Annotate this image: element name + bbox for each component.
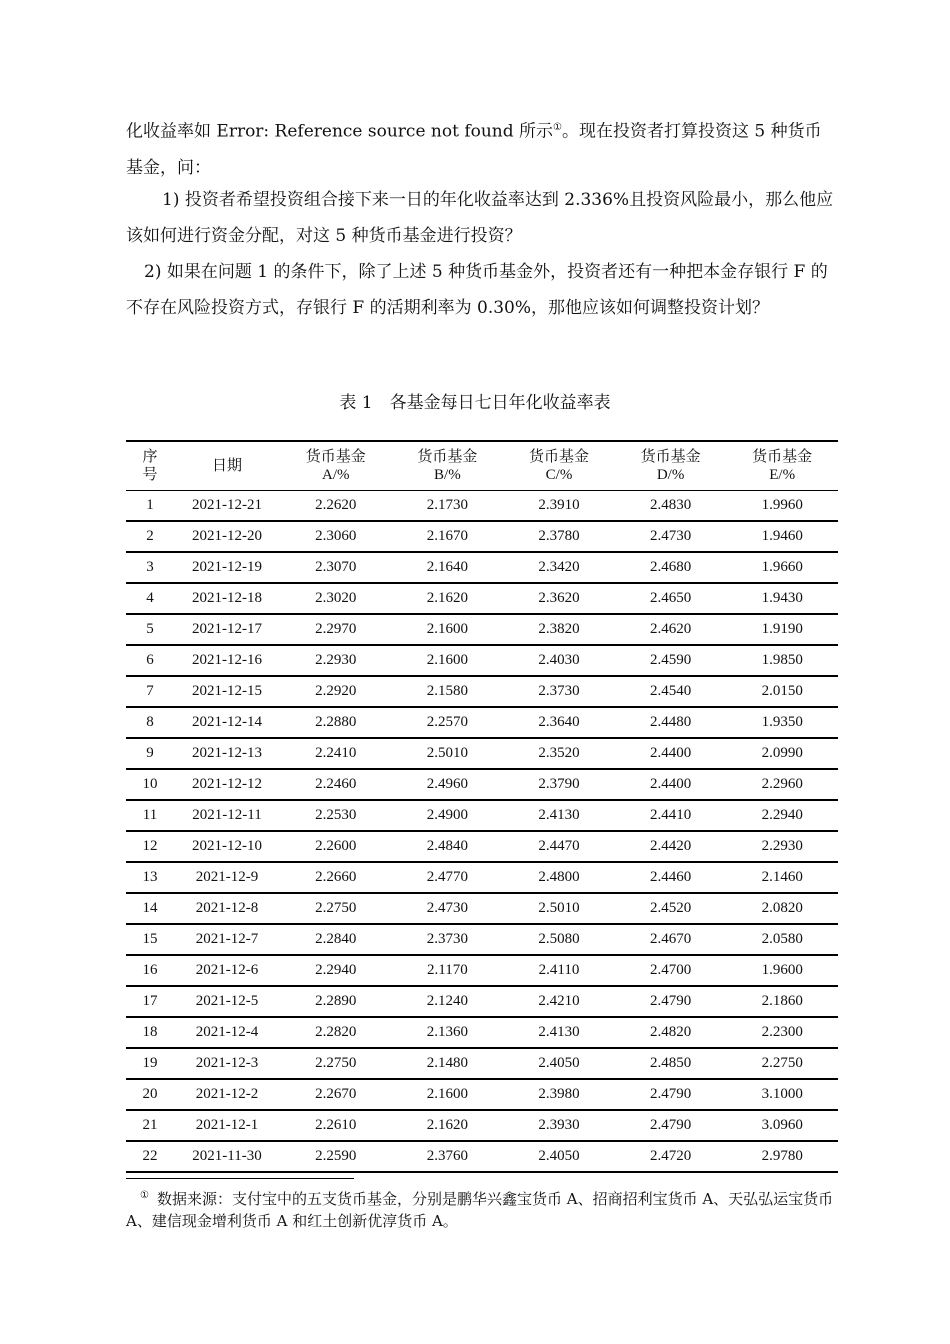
- cell-date: 2021-12-11: [174, 800, 280, 831]
- header-fund-c-line2: C/%: [545, 467, 573, 483]
- table-row: [126, 645, 838, 676]
- cell-fund-e: 2.2940: [726, 800, 838, 831]
- cell-fund-d: 2.4790: [615, 1079, 727, 1110]
- table-row: [126, 583, 838, 614]
- cell-fund-a: 2.2530: [280, 800, 392, 831]
- table-row: [126, 893, 838, 924]
- cell-fund-d: 2.4540: [615, 676, 727, 707]
- cell-fund-c: 2.4470: [503, 831, 615, 862]
- cell-index: 6: [126, 645, 174, 676]
- header-fund-b: [392, 441, 504, 491]
- cell-fund-d: 2.4590: [615, 645, 727, 676]
- cell-fund-a: 2.2970: [280, 614, 392, 645]
- paragraph-intro: [126, 110, 838, 186]
- cell-fund-b: 2.1600: [392, 614, 504, 645]
- cell-date: 2021-12-16: [174, 645, 280, 676]
- cell-fund-b: 2.1480: [392, 1048, 504, 1079]
- header-fund-c-line1: 货币基金: [528, 449, 589, 465]
- cell-fund-c: 2.5080: [503, 924, 615, 955]
- cell-fund-c: 2.3520: [503, 738, 615, 769]
- cell-fund-b: 2.4900: [392, 800, 504, 831]
- cell-index: 12: [126, 831, 174, 862]
- cell-index: 10: [126, 769, 174, 800]
- cell-fund-c: 2.3730: [503, 676, 615, 707]
- cell-index: 21: [126, 1110, 174, 1141]
- cell-fund-c: 2.3620: [503, 583, 615, 614]
- cell-fund-a: 2.2620: [280, 491, 392, 522]
- cell-fund-a: 2.2600: [280, 831, 392, 862]
- cell-fund-a: 2.2750: [280, 1048, 392, 1079]
- table-row: [126, 1079, 838, 1110]
- cell-fund-d: 2.4720: [615, 1141, 727, 1172]
- cell-fund-c: 2.4050: [503, 1141, 615, 1172]
- cell-fund-b: 2.1620: [392, 1110, 504, 1141]
- footnote-mark: ①: [140, 1190, 149, 1201]
- header-fund-e-line1: 货币基金: [752, 449, 813, 465]
- cell-fund-c: 2.3910: [503, 491, 615, 522]
- cell-fund-d: 2.4420: [615, 831, 727, 862]
- cell-fund-a: 2.2890: [280, 986, 392, 1017]
- cell-fund-d: 2.4850: [615, 1048, 727, 1079]
- table-row: [126, 521, 838, 552]
- cell-date: 2021-12-12: [174, 769, 280, 800]
- cell-date: 2021-12-4: [174, 1017, 280, 1048]
- header-index: [126, 441, 174, 491]
- cell-date: 2021-12-10: [174, 831, 280, 862]
- cell-fund-e: 2.0820: [726, 893, 838, 924]
- cell-fund-c: 2.3780: [503, 521, 615, 552]
- cell-fund-d: 2.4700: [615, 955, 727, 986]
- table-caption: 表 1 各基金每日七日年化收益率表: [339, 393, 611, 413]
- cell-date: 2021-12-17: [174, 614, 280, 645]
- question-1: 1) 投资者希望投资组合接下来一日的年化收益率达到 2.336%且投资风险最小，那么他应该如何进行资金分配，对这 5 种货币基金进行投资？: [126, 190, 834, 246]
- cell-fund-d: 2.4680: [615, 552, 727, 583]
- cell-fund-b: 2.1580: [392, 676, 504, 707]
- cell-fund-c: 2.5010: [503, 893, 615, 924]
- table-row: [126, 1048, 838, 1079]
- cell-index: 4: [126, 583, 174, 614]
- cell-date: 2021-11-30: [174, 1141, 280, 1172]
- table-row: [126, 1141, 838, 1172]
- cell-fund-a: 2.3020: [280, 583, 392, 614]
- cell-fund-d: 2.4830: [615, 491, 727, 522]
- table-row: [126, 738, 838, 769]
- cell-date: 2021-12-13: [174, 738, 280, 769]
- cell-fund-a: 2.2660: [280, 862, 392, 893]
- header-fund-b-line2: B/%: [434, 467, 461, 483]
- table-row: [126, 1110, 838, 1141]
- cell-date: 2021-12-8: [174, 893, 280, 924]
- cell-fund-a: 2.3070: [280, 552, 392, 583]
- cell-fund-d: 2.4410: [615, 800, 727, 831]
- cell-fund-d: 2.4820: [615, 1017, 727, 1048]
- cell-date: 2021-12-7: [174, 924, 280, 955]
- cell-date: 2021-12-19: [174, 552, 280, 583]
- cell-fund-b: 2.1170: [392, 955, 504, 986]
- cell-fund-a: 2.2820: [280, 1017, 392, 1048]
- cell-date: 2021-12-15: [174, 676, 280, 707]
- footnote-marker[interactable]: ①: [553, 122, 563, 133]
- cell-fund-d: 2.4790: [615, 1110, 727, 1141]
- cell-fund-e: 2.1460: [726, 862, 838, 893]
- footnote-text: 数据来源：支付宝中的五支货币基金，分别是鹏华兴鑫宝货币 A、招商招利宝货币 A、天弘弘运宝货币 A、建信现金增利货币 A 和红土创新优淳货币 A。: [126, 1190, 834, 1230]
- cell-date: 2021-12-3: [174, 1048, 280, 1079]
- header-index-line2: 号: [142, 467, 158, 483]
- cell-date: 2021-12-14: [174, 707, 280, 738]
- cell-date: 2021-12-18: [174, 583, 280, 614]
- cell-fund-e: 1.9350: [726, 707, 838, 738]
- cell-fund-c: 2.3820: [503, 614, 615, 645]
- cell-index: 16: [126, 955, 174, 986]
- cell-index: 1: [126, 491, 174, 522]
- cell-fund-a: 2.2840: [280, 924, 392, 955]
- cell-fund-c: 2.4110: [503, 955, 615, 986]
- cell-fund-c: 2.4050: [503, 1048, 615, 1079]
- paragraph-intro-text-a: 化收益率如 Error: Reference source not found 所示: [126, 121, 554, 142]
- cell-fund-d: 2.4520: [615, 893, 727, 924]
- cell-fund-a: 2.2590: [280, 1141, 392, 1172]
- cell-fund-e: 2.0580: [726, 924, 838, 955]
- cell-fund-e: 1.9430: [726, 583, 838, 614]
- cell-fund-d: 2.4670: [615, 924, 727, 955]
- cell-index: 3: [126, 552, 174, 583]
- cell-fund-e: 1.9460: [726, 521, 838, 552]
- cell-fund-b: 2.1670: [392, 521, 504, 552]
- cell-fund-d: 2.4400: [615, 769, 727, 800]
- cell-fund-a: 2.2920: [280, 676, 392, 707]
- table-row: [126, 924, 838, 955]
- cell-index: 11: [126, 800, 174, 831]
- cell-fund-c: 2.4210: [503, 986, 615, 1017]
- cell-fund-e: 1.9850: [726, 645, 838, 676]
- cell-date: 2021-12-21: [174, 491, 280, 522]
- cell-fund-e: 2.2750: [726, 1048, 838, 1079]
- cell-index: 15: [126, 924, 174, 955]
- cell-fund-b: 2.4960: [392, 769, 504, 800]
- cell-fund-b: 2.3760: [392, 1141, 504, 1172]
- cell-index: 7: [126, 676, 174, 707]
- cell-fund-b: 2.1600: [392, 1079, 504, 1110]
- cell-fund-c: 2.3930: [503, 1110, 615, 1141]
- cell-fund-c: 2.4130: [503, 1017, 615, 1048]
- cell-fund-d: 2.4730: [615, 521, 727, 552]
- table-row: [126, 676, 838, 707]
- cell-fund-d: 2.4480: [615, 707, 727, 738]
- cell-fund-d: 2.4460: [615, 862, 727, 893]
- paragraph-intro-text-b: 。现在投资者打算投资这 5 种货币基金，问：: [126, 121, 822, 178]
- header-fund-c: [503, 441, 615, 491]
- table-row: [126, 862, 838, 893]
- cell-fund-d: 2.4790: [615, 986, 727, 1017]
- table-row: [126, 552, 838, 583]
- cell-fund-e: 1.9960: [726, 491, 838, 522]
- cell-fund-e: 2.2930: [726, 831, 838, 862]
- cell-fund-e: 2.2960: [726, 769, 838, 800]
- cell-fund-b: 2.5010: [392, 738, 504, 769]
- cell-fund-d: 2.4400: [615, 738, 727, 769]
- header-fund-a-line2: A/%: [322, 467, 350, 483]
- cell-fund-b: 2.2570: [392, 707, 504, 738]
- cell-fund-a: 2.2410: [280, 738, 392, 769]
- header-fund-d-line1: 货币基金: [640, 449, 701, 465]
- cell-fund-e: 2.0990: [726, 738, 838, 769]
- cell-fund-e: 2.9780: [726, 1141, 838, 1172]
- cell-index: 13: [126, 862, 174, 893]
- cell-fund-a: 2.2930: [280, 645, 392, 676]
- cell-date: 2021-12-20: [174, 521, 280, 552]
- cell-fund-e: 1.9660: [726, 552, 838, 583]
- cell-fund-a: 2.2610: [280, 1110, 392, 1141]
- cell-fund-a: 2.2670: [280, 1079, 392, 1110]
- cell-fund-a: 2.2750: [280, 893, 392, 924]
- cell-fund-e: 2.0150: [726, 676, 838, 707]
- cell-index: 22: [126, 1141, 174, 1172]
- cell-index: 20: [126, 1079, 174, 1110]
- cell-fund-e: 3.0960: [726, 1110, 838, 1141]
- header-fund-e-line2: E/%: [769, 467, 796, 483]
- question-2: 2) 如果在问题 1 的条件下，除了上述 5 种货币基金外，投资者还有一种把本金存银行 F 的不存在风险投资方式，存银行 F 的活期利率为 0.30%，那他应该如何调整投资计划？: [126, 262, 828, 318]
- cell-index: 19: [126, 1048, 174, 1079]
- cell-index: 2: [126, 521, 174, 552]
- table-body: [126, 491, 838, 1173]
- table-row: [126, 491, 838, 522]
- cell-fund-c: 2.4130: [503, 800, 615, 831]
- cell-fund-b: 2.4840: [392, 831, 504, 862]
- table-row: [126, 986, 838, 1017]
- table-row: [126, 955, 838, 986]
- cell-fund-a: 2.2460: [280, 769, 392, 800]
- cell-fund-c: 2.3790: [503, 769, 615, 800]
- cell-fund-e: 1.9600: [726, 955, 838, 986]
- table-row: [126, 831, 838, 862]
- cell-fund-e: 1.9190: [726, 614, 838, 645]
- cell-index: 8: [126, 707, 174, 738]
- cell-date: 2021-12-9: [174, 862, 280, 893]
- table-row: [126, 769, 838, 800]
- cell-date: 2021-12-6: [174, 955, 280, 986]
- cell-fund-a: 2.2880: [280, 707, 392, 738]
- cell-fund-e: 3.1000: [726, 1079, 838, 1110]
- cell-date: 2021-12-2: [174, 1079, 280, 1110]
- header-date: 日期: [174, 441, 280, 491]
- cell-fund-b: 2.3730: [392, 924, 504, 955]
- cell-date: 2021-12-5: [174, 986, 280, 1017]
- cell-fund-b: 2.1600: [392, 645, 504, 676]
- footnote-divider: [126, 1178, 354, 1179]
- footnote: [126, 1185, 838, 1232]
- table-row: [126, 1017, 838, 1048]
- cell-fund-a: 2.2940: [280, 955, 392, 986]
- cell-fund-b: 2.4730: [392, 893, 504, 924]
- cell-index: 14: [126, 893, 174, 924]
- table-row: [126, 614, 838, 645]
- cell-fund-b: 2.1240: [392, 986, 504, 1017]
- cell-fund-b: 2.1360: [392, 1017, 504, 1048]
- cell-fund-c: 2.4030: [503, 645, 615, 676]
- cell-fund-d: 2.4620: [615, 614, 727, 645]
- header-fund-a-line1: 货币基金: [305, 449, 366, 465]
- table-row: [126, 707, 838, 738]
- fund-yield-table: [126, 440, 838, 1173]
- cell-fund-c: 2.4800: [503, 862, 615, 893]
- table-row: [126, 800, 838, 831]
- header-fund-a: [280, 441, 392, 491]
- cell-fund-a: 2.3060: [280, 521, 392, 552]
- cell-index: 17: [126, 986, 174, 1017]
- cell-fund-e: 2.2300: [726, 1017, 838, 1048]
- table-header-row: [126, 441, 838, 491]
- header-fund-e: [726, 441, 838, 491]
- cell-fund-d: 2.4650: [615, 583, 727, 614]
- cell-fund-c: 2.3980: [503, 1079, 615, 1110]
- header-fund-b-line1: 货币基金: [417, 449, 478, 465]
- cell-date: 2021-12-1: [174, 1110, 280, 1141]
- header-index-line1: 序: [142, 449, 158, 465]
- cell-fund-c: 2.3420: [503, 552, 615, 583]
- cell-fund-b: 2.1640: [392, 552, 504, 583]
- cell-index: 9: [126, 738, 174, 769]
- header-fund-d: [615, 441, 727, 491]
- cell-fund-c: 2.3640: [503, 707, 615, 738]
- header-fund-d-line2: D/%: [656, 467, 685, 483]
- cell-index: 5: [126, 614, 174, 645]
- cell-fund-b: 2.1620: [392, 583, 504, 614]
- cell-fund-b: 2.1730: [392, 491, 504, 522]
- cell-fund-e: 2.1860: [726, 986, 838, 1017]
- cell-index: 18: [126, 1017, 174, 1048]
- cell-fund-b: 2.4770: [392, 862, 504, 893]
